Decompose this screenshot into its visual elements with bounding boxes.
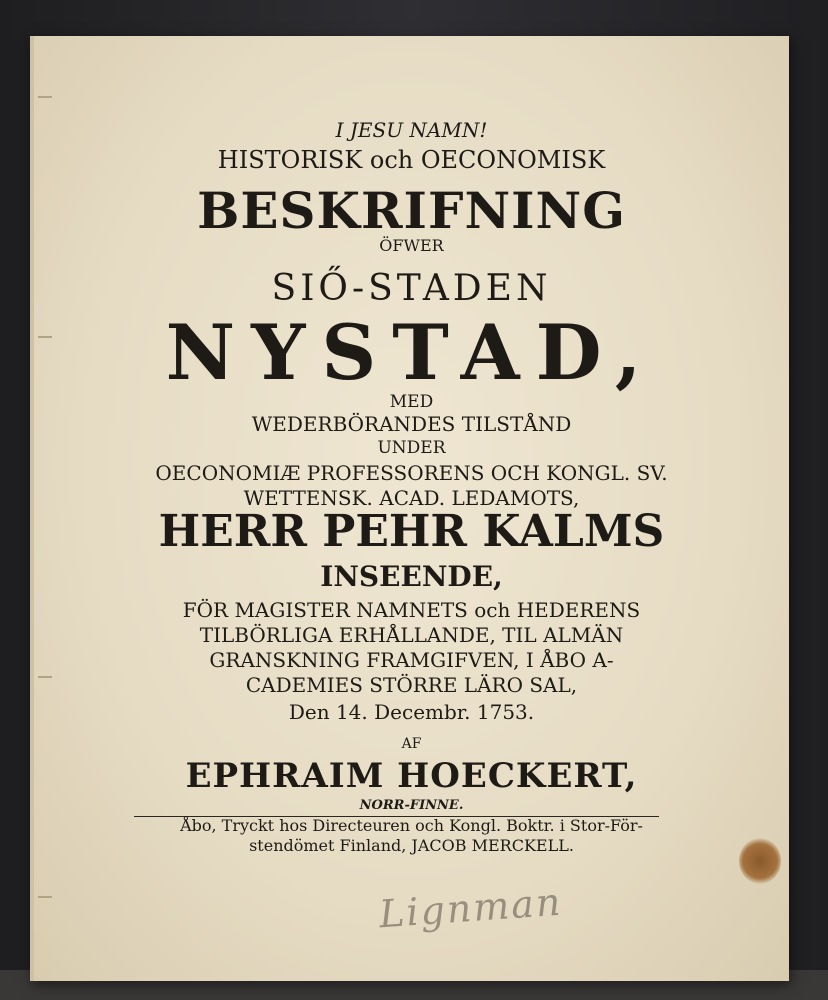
- title-line-18: AF: [401, 736, 422, 752]
- binding-stitch: [38, 96, 52, 98]
- title-place: NYSTAD,: [165, 308, 658, 397]
- respondent-name: EPHRAIM HOECKERT,: [185, 756, 638, 796]
- title-line-16: CADEMIES STÖRRE LÄRO SAL,: [245, 673, 578, 697]
- imprint-line-1: Åbo, Tryckt hos Directeuren och Kongl. Boktr. i Stor-För-: [180, 816, 643, 835]
- title-line-7: WEDERBÖRANDES TILSTÅND: [251, 412, 572, 436]
- title-line-4: SIŐ-STADEN: [271, 268, 552, 309]
- handwritten-signature: Lignman: [377, 879, 564, 937]
- title-page: [30, 36, 789, 981]
- title-line-1: HISTORISK och OECONOMISK: [217, 146, 606, 174]
- title-line-13: FÖR MAGISTER NAMNETS och HEDERENS: [182, 598, 641, 622]
- praeses-name: HERR PEHR KALMS: [158, 506, 665, 557]
- title-line-10: WETTENSK. ACAD. LEDAMOTS,: [243, 486, 580, 510]
- title-line-9: OECONOMIÆ PROFESSORENS OCH KONGL. SV.: [155, 461, 668, 485]
- defense-date: Den 14. Decembr. 1753.: [288, 700, 535, 724]
- binding-stitch: [38, 896, 52, 898]
- title-line-12: INSEENDE,: [320, 560, 503, 593]
- title-line-6: MED: [389, 392, 434, 412]
- respondent-origin: NORR-FINNE.: [359, 798, 464, 813]
- title-line-3: ÖFWER: [379, 236, 444, 255]
- title-main: BESKRIFNING: [197, 181, 626, 240]
- title-line-14: TILBÖRLIGA ERHÅLLANDE, TIL ALMÄN: [199, 623, 624, 647]
- invocation: I JESU NAMN!: [335, 118, 488, 142]
- title-line-8: UNDER: [377, 438, 446, 458]
- title-line-15: GRANSKNING FRAMGIFVEN, I ÅBO A-: [209, 648, 614, 672]
- imprint-line-2: stendömet Finland, JACOB MERCKELL.: [249, 836, 574, 855]
